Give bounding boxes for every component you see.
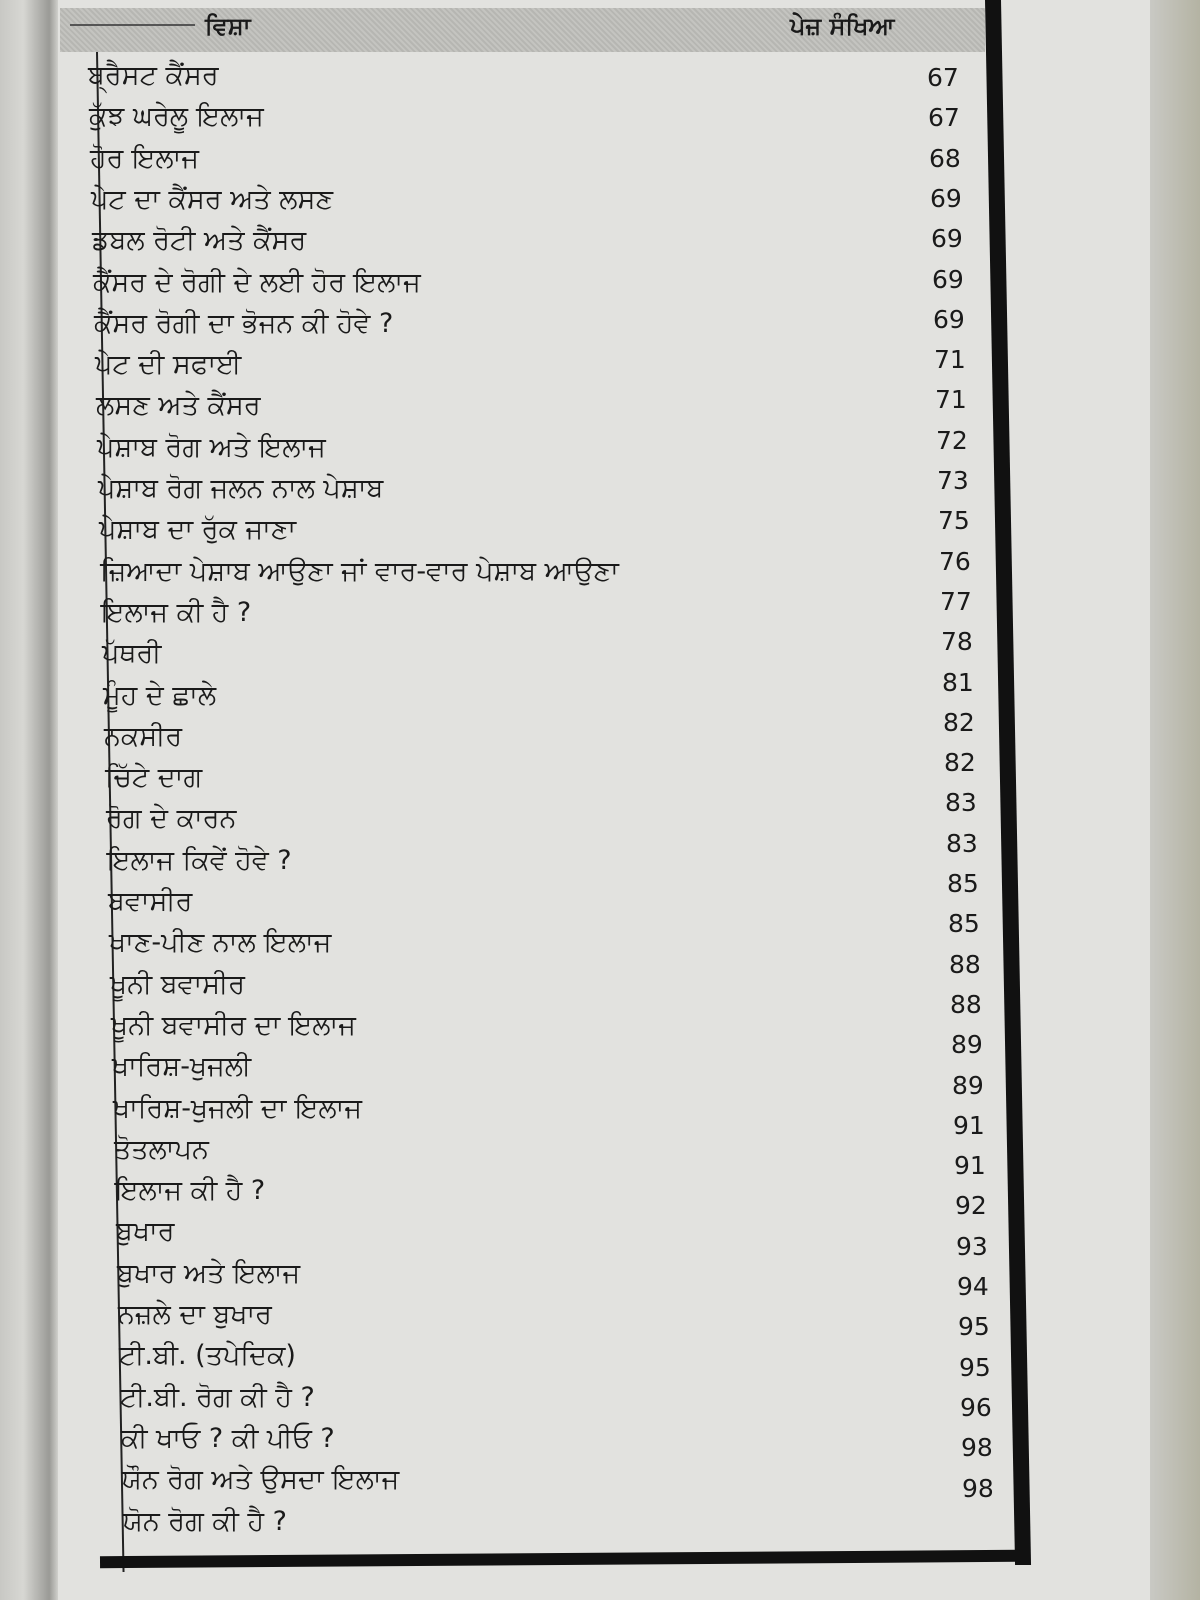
toc-entry-title: ਖਾਣ-ਪੀਣ ਨਾਲ ਇਲਾਜ xyxy=(109,927,332,959)
toc-entry-title: ਪੇਟ ਦਾ ਕੈਂਸਰ ਅਤੇ ਲਸਣ xyxy=(91,183,334,215)
toc-entry-title: ਕੈਂਸਰ ਦੇ ਰੋਗੀ ਦੇ ਲਈ ਹੋਰ ਇਲਾਜ xyxy=(93,266,421,298)
toc-entry-page-number: 82 xyxy=(944,748,976,778)
toc-entry-page-number: 85 xyxy=(948,909,980,939)
toc-entry-title: ਇਲਾਜ ਕਿਵੇਂ ਹੋਵੇ ? xyxy=(107,844,292,876)
toc-entry-page-number: 95 xyxy=(958,1312,990,1342)
toc-entry-page-number: 71 xyxy=(935,385,967,415)
toc-entry-page-number: 94 xyxy=(957,1272,989,1301)
toc-entry-page-number: 88 xyxy=(949,949,981,979)
toc-entry-title: ਡਬਲ ਰੋਟੀ ਅਤੇ ਕੈਂਸਰ xyxy=(92,225,307,257)
toc-entry-page-number: 91 xyxy=(954,1151,986,1181)
toc-entry-title: ਤੋਤਲਾਪਨ xyxy=(114,1133,209,1165)
toc-entry-title: ਪੇਸ਼ਾਬ ਰੋਗ ਅਤੇ ਇਲਾਜ xyxy=(97,431,326,463)
toc-entry-title: ਬੁਖਾਰ ਅਤੇ ਇਲਾਜ xyxy=(117,1257,301,1289)
toc-entry-page-number: 82 xyxy=(943,707,975,737)
toc-entry-title: ਨਜ਼ਲੇ ਦਾ ਬੁਖਾਰ xyxy=(118,1299,272,1330)
toc-entry-title: ਰੋਗ ਦੇ ਕਾਰਨ xyxy=(106,803,237,835)
toc-entry-page-number: 67 xyxy=(928,103,960,133)
toc-entry-title: ਬਵਾਸੀਰ xyxy=(108,886,193,917)
toc-entry-title: ਇਲਾਜ ਕੀ ਹੈ ? xyxy=(101,596,252,628)
toc-entry-title: ਪੱਥਰੀ xyxy=(102,638,162,670)
toc-entry-title: ਬ੍ਰੈਸਟ ਕੈਂਸਰ xyxy=(88,60,219,91)
toc-entry-title: ਯੋਨ ਰੋਗ ਕੀ ਹੈ ? xyxy=(123,1505,288,1537)
toc-entry-title: ਨਕਸੀਰ xyxy=(104,720,183,752)
toc-entry-page-number: 96 xyxy=(960,1392,992,1422)
toc-entry-page-number: 92 xyxy=(955,1191,987,1221)
toc-entry-title: ਖਾਰਿਸ਼-ਖੁਜਲੀ xyxy=(112,1051,252,1083)
toc-entry-page-number: 71 xyxy=(934,345,966,375)
toc-entry-page-number: 91 xyxy=(953,1110,985,1140)
book-background-edge xyxy=(1150,0,1200,1600)
toc-entry-title: ਚਿੱਟੇ ਦਾਗ xyxy=(105,762,203,794)
toc-entry-page-number: 98 xyxy=(962,1473,994,1503)
toc-entry-page-number: 85 xyxy=(947,869,979,898)
toc-entry-title: ਟੀ.ਬੀ. ਰੋਗ ਕੀ ਹੈ ? xyxy=(120,1381,315,1413)
toc-entry-title: ਖਾਰਿਸ਼-ਖੁਜਲੀ ਦਾ ਇਲਾਜ xyxy=(113,1092,362,1124)
toc-entry-page-number: 98 xyxy=(961,1433,993,1463)
toc-entry-page-number: 69 xyxy=(931,224,963,254)
header-rule xyxy=(70,24,195,26)
toc-entry-title: ਕੈਂਸਰ ਰੋਗੀ ਦਾ ਭੋਜਨ ਕੀ ਹੋਵੇ ? xyxy=(94,307,394,339)
toc-entry-title: ਪੇਸ਼ਾਬ ਰੋਗ ਜਲਨ ਨਾਲ ਪੇਸ਼ਾਬ xyxy=(98,473,384,504)
toc-entry-title: ਹੋਰ ਇਲਾਜ xyxy=(90,142,199,174)
toc-entry-title: ਬੁਖਾਰ xyxy=(116,1216,175,1248)
toc-entry-title: ਯੌਨ ਰੋਗ ਅਤੇ ਉਸਦਾ ਇਲਾਜ xyxy=(122,1464,400,1496)
toc-entry-page-number: 68 xyxy=(929,143,961,173)
toc-entry-page-number: 75 xyxy=(938,506,970,536)
toc-entry-title: ਇਲਾਜ ਕੀ ਹੈ ? xyxy=(115,1175,266,1207)
toc-entry-page-number: 69 xyxy=(933,304,965,334)
column-header-page-number: ਪੇਜ਼ ਸੰਖਿਆ xyxy=(790,12,895,40)
toc-entry-page-number: 81 xyxy=(942,667,974,697)
toc-entry-page-number: 69 xyxy=(932,264,964,294)
toc-entry-page-number: 72 xyxy=(936,425,968,455)
book-binding-edge xyxy=(0,0,58,1600)
toc-entry-title: ਪੇਟ ਦੀ ਸਫਾਈ xyxy=(95,349,242,381)
toc-entry-page-number: 95 xyxy=(959,1352,991,1382)
column-header-subject: ਵਿਸ਼ਾ xyxy=(205,12,251,40)
toc-entry-page-number: 69 xyxy=(930,183,962,213)
toc-entry-page-number: 83 xyxy=(945,788,977,818)
toc-entry-page-number: 89 xyxy=(951,1030,983,1060)
toc-entry-title: ਖੂਨੀ ਬਵਾਸੀਰ xyxy=(110,968,246,1000)
toc-entry-page-number: 67 xyxy=(927,63,959,92)
toc-entry-title: ਮੂੰਹ ਦੇ ਛਾਲੇ xyxy=(103,679,217,711)
toc-entry-title: ਖੂਨੀ ਬਵਾਸੀਰ ਦਾ ਇਲਾਜ xyxy=(111,1009,356,1041)
toc-entry-title: ਟੀ.ਬੀ. (ਤਪੇਦਿਕ) xyxy=(119,1340,296,1372)
toc-entry-title: ਕੀ ਖਾਓ ? ਕੀ ਪੀਓ ? xyxy=(121,1422,335,1454)
toc-entry-title: ਪੇਸ਼ਾਬ ਦਾ ਰੁੱਕ ਜਾਣਾ xyxy=(99,514,297,546)
toc-entry-page-number: 77 xyxy=(940,586,972,616)
toc-entry-title: ਕੁੱਝ ਘਰੇਲੂ ਇਲਾਜ xyxy=(89,101,264,133)
toc-entry-page-number: 73 xyxy=(937,466,969,495)
toc-entry-page-number: 93 xyxy=(956,1231,988,1261)
toc-entry-page-number: 88 xyxy=(950,989,982,1019)
toc-entry-page-number: 89 xyxy=(952,1070,984,1100)
toc-entry-title: ਲਸਣ ਅਤੇ ਕੈਂਸਰ xyxy=(96,390,261,422)
toc-entry-page-number: 78 xyxy=(941,627,973,657)
toc-entry-title: ਜ਼ਿਆਦਾ ਪੇਸ਼ਾਬ ਆਉਣਾ ਜਾਂ ਵਾਰ-ਵਾਰ ਪੇਸ਼ਾਬ ਆਉਣਾ xyxy=(100,555,619,587)
toc-entry-page-number: 76 xyxy=(939,546,971,576)
toc-entry-page-number: 83 xyxy=(946,828,978,858)
